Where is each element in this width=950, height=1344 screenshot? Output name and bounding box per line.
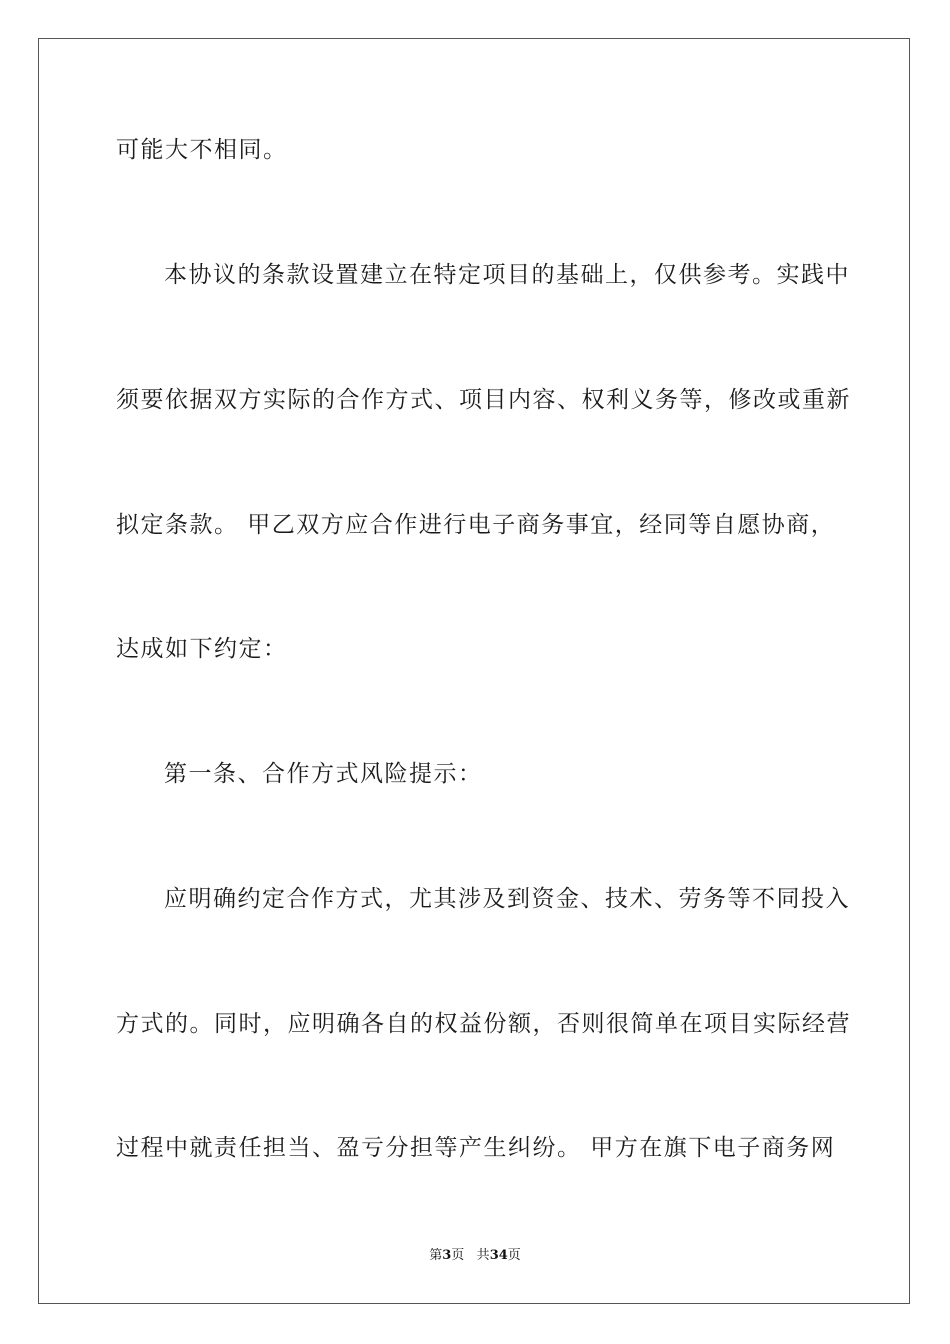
paragraph-1-line-4: 达成如下约定： xyxy=(116,636,288,662)
paragraph-2-line-2: 方式的。同时，应明确各自的权益份额，否则很简单在项目实际经营 xyxy=(116,1011,851,1037)
paragraph-1-line-2: 须要依据双方实际的合作方式、项目内容、权利义务等，修改或重新 xyxy=(116,387,851,413)
paragraph-1-line-3: 拟定条款。 甲乙双方应合作进行电子商务事宜，经同等自愿协商， xyxy=(116,512,836,538)
paragraph-2-line-1: 应明确约定合作方式，尤其涉及到资金、技术、劳务等不同投入 xyxy=(164,886,850,912)
section-heading: 第一条、合作方式风险提示： xyxy=(164,761,483,787)
footer-total-suffix: 页 xyxy=(507,1248,521,1263)
paragraph-2-line-3: 过程中就责任担当、盈亏分担等产生纠纷。 甲方在旗下电子商务网 xyxy=(116,1135,836,1161)
footer-page-number: 3 xyxy=(442,1248,452,1263)
footer-page-suffix: 页 xyxy=(451,1248,465,1263)
page-border xyxy=(38,38,910,1304)
footer-total-pages: 34 xyxy=(489,1248,508,1263)
footer-page-prefix: 第 xyxy=(429,1248,443,1263)
page-footer xyxy=(0,1247,950,1265)
paragraph-1-line-1: 本协议的条款设置建立在特定项目的基础上，仅供参考。实践中 xyxy=(164,262,850,288)
footer-total-prefix: 共 xyxy=(476,1248,490,1263)
body-line-1: 可能大不相同。 xyxy=(116,137,288,163)
